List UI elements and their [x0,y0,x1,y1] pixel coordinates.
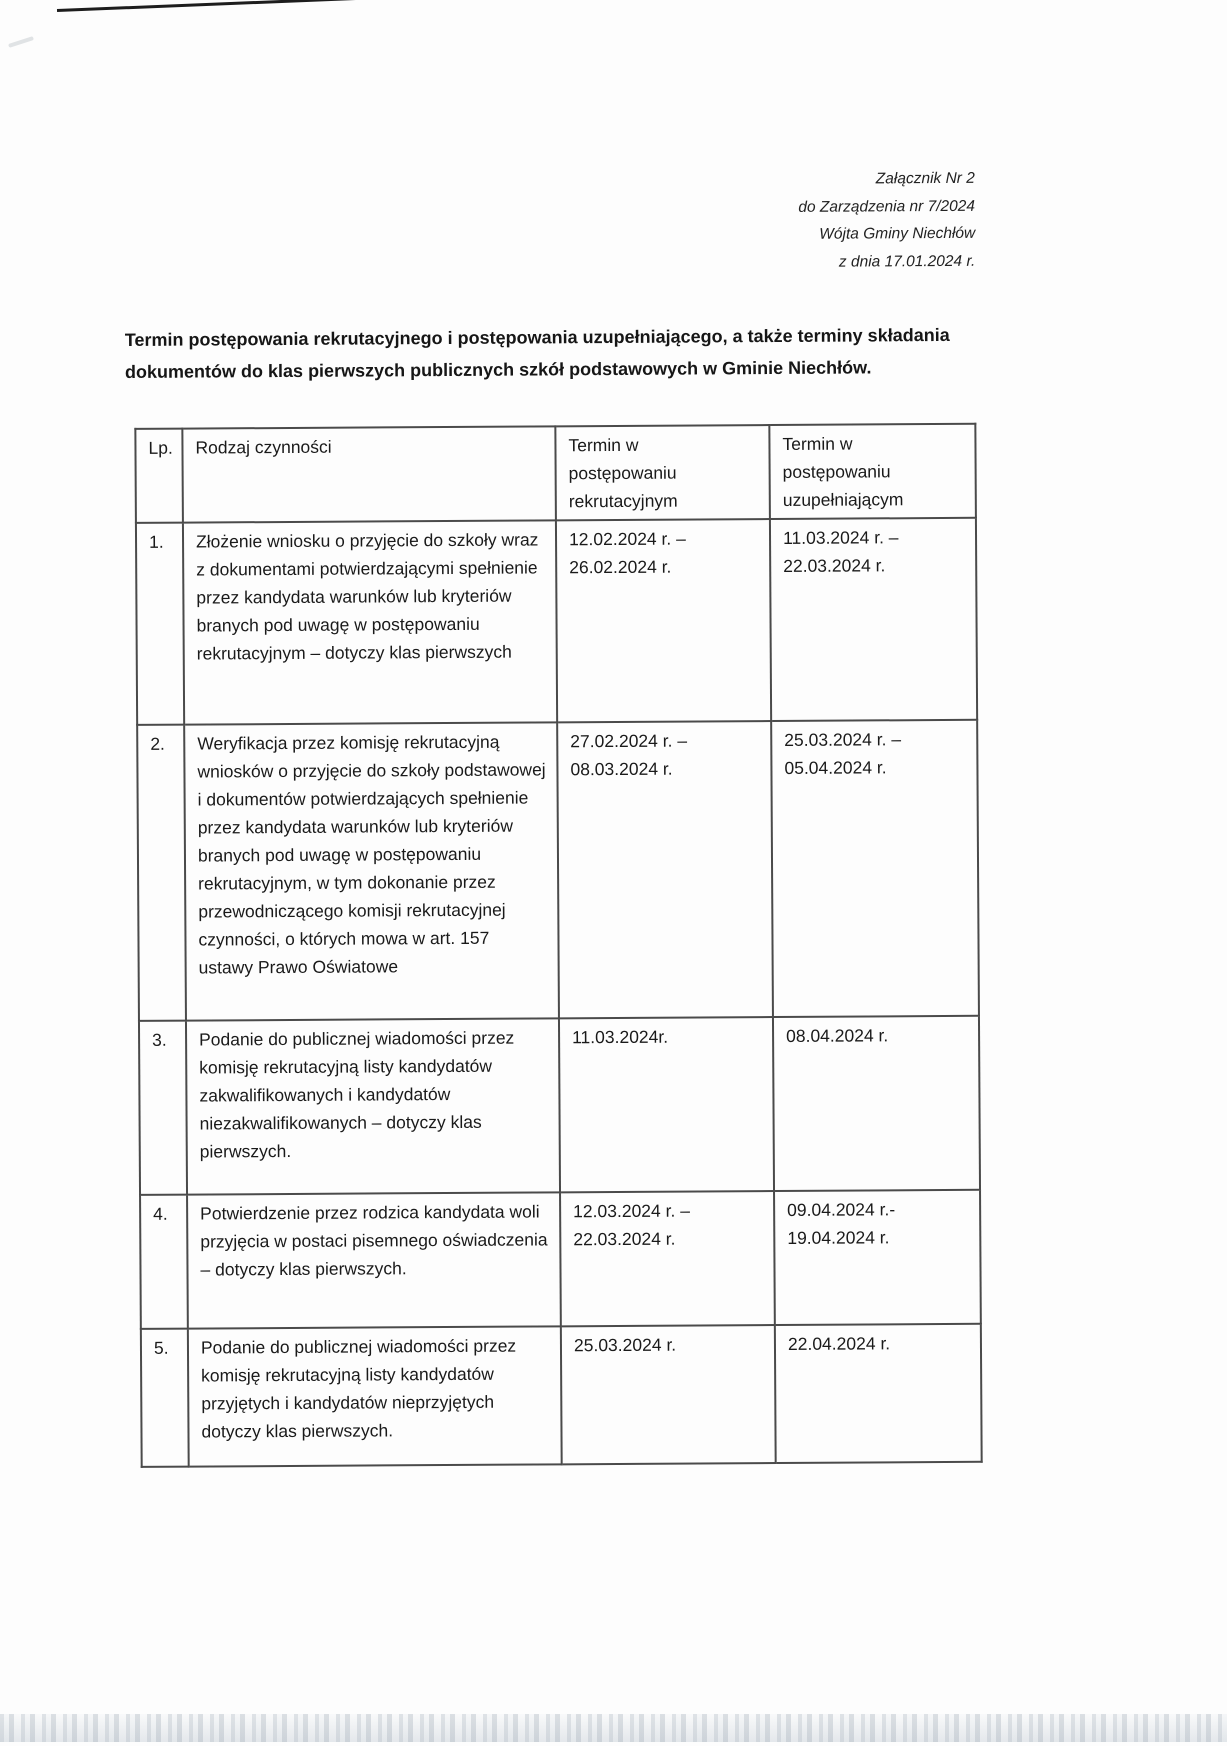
table-row [137,720,979,1021]
supplementary-term-cell: 25.03.2024 r. – 05.04.2024 r. [771,720,979,1017]
recruitment-term-cell: 27.02.2024 r. – 08.03.2024 r. [557,721,773,1018]
supplementary-term-cell: 09.04.2024 r.- 19.04.2024 r. [774,1190,981,1325]
recruitment-term-cell: 25.03.2024 r. [561,1325,776,1464]
row-number: 4. [140,1195,188,1329]
activity-cell: Podanie do publicznej wiadomości przez komisję rekrutacyjną listy kandydatów zakwalifikowanych i kandydatów niezakwalifikowanych – dotyczy klas pierwszych. [186,1018,560,1194]
table-header-row [135,424,976,523]
activity-cell: Weryfikacja przez komisję rekrutacyjną wniosków o przyjęcie do szkoły podstawowej i dokumentów potwierdzających spełnienie przez kandydata warunków lub kryteriów branych pod uwagę w postępowaniu rekrutacyjnym, w tym dokonanie przez przewodniczącego komisji rekrutacyjnej czynności, o których mowa w art. 157 ustawy Prawo Oświatowe [184,722,559,1020]
recruitment-term-cell: 11.03.2024r. [559,1017,774,1192]
table-row [140,1190,981,1329]
row-number: 3. [139,1021,187,1195]
recruitment-term-cell: 12.03.2024 r. – 22.03.2024 r. [560,1191,775,1326]
supplementary-term-cell: 11.03.2024 r. – 22.03.2024 r. [770,518,977,721]
recruitment-term-cell: 12.02.2024 r. – 26.02.2024 r. [556,519,771,722]
table-row [141,1324,982,1467]
annex-line-3: Wójta Gminy Niechłów [819,224,976,243]
recruitment-schedule-table [134,423,982,1468]
row-number: 5. [141,1329,189,1467]
row-number: 2. [137,725,186,1021]
column-header-lp: Lp. [135,429,183,523]
table-row [136,518,977,725]
row-number: 1. [136,523,184,725]
activity-cell: Podanie do publicznej wiadomości przez komisję rekrutacyjną listy kandydatów przyjętych i kandydatów nieprzyjętych dotyczy klas pierwszych. [188,1326,562,1466]
supplementary-term-cell: 22.04.2024 r. [775,1324,982,1463]
activity-cell: Złożenie wniosku o przyjęcie do szkoły wraz z dokumentami potwierdzającymi spełnienie przez kandydata warunków lub kryteriów branych pod uwagę w postępowaniu rekrutacyjnym – dotyczy klas pierwszych [183,520,557,724]
annex-line-1: Załącznik Nr 2 [875,169,975,188]
annex-header [537,165,976,278]
column-header-supplementary-term: Termin w postępowaniu uzupełniającym [769,424,976,519]
column-header-activity: Rodzaj czynności [182,426,556,522]
document-title: Termin postępowania rekrutacyjnego i postępowania uzupełniającego, a także terminy składania dokumentów do klas pierwszych publicznych szkół podstawowych w Gminie Niechłów. [124,324,950,382]
supplementary-term-cell: 08.04.2024 r. [773,1016,980,1191]
table-row [139,1016,980,1195]
column-header-recruitment-term: Termin w postępowaniu rekrutacyjnym [555,425,770,520]
annex-line-4: z dnia 17.01.2024 r. [838,252,976,271]
activity-cell: Potwierdzenie przez rodzica kandydata woli przyjęcia w postaci pisemnego oświadczenia – dotyczy klas pierwszych. [187,1192,561,1328]
scan-artifact-bottom-band [0,1714,1227,1742]
annex-line-2: do Zarządzenia nr 7/2024 [798,197,976,216]
